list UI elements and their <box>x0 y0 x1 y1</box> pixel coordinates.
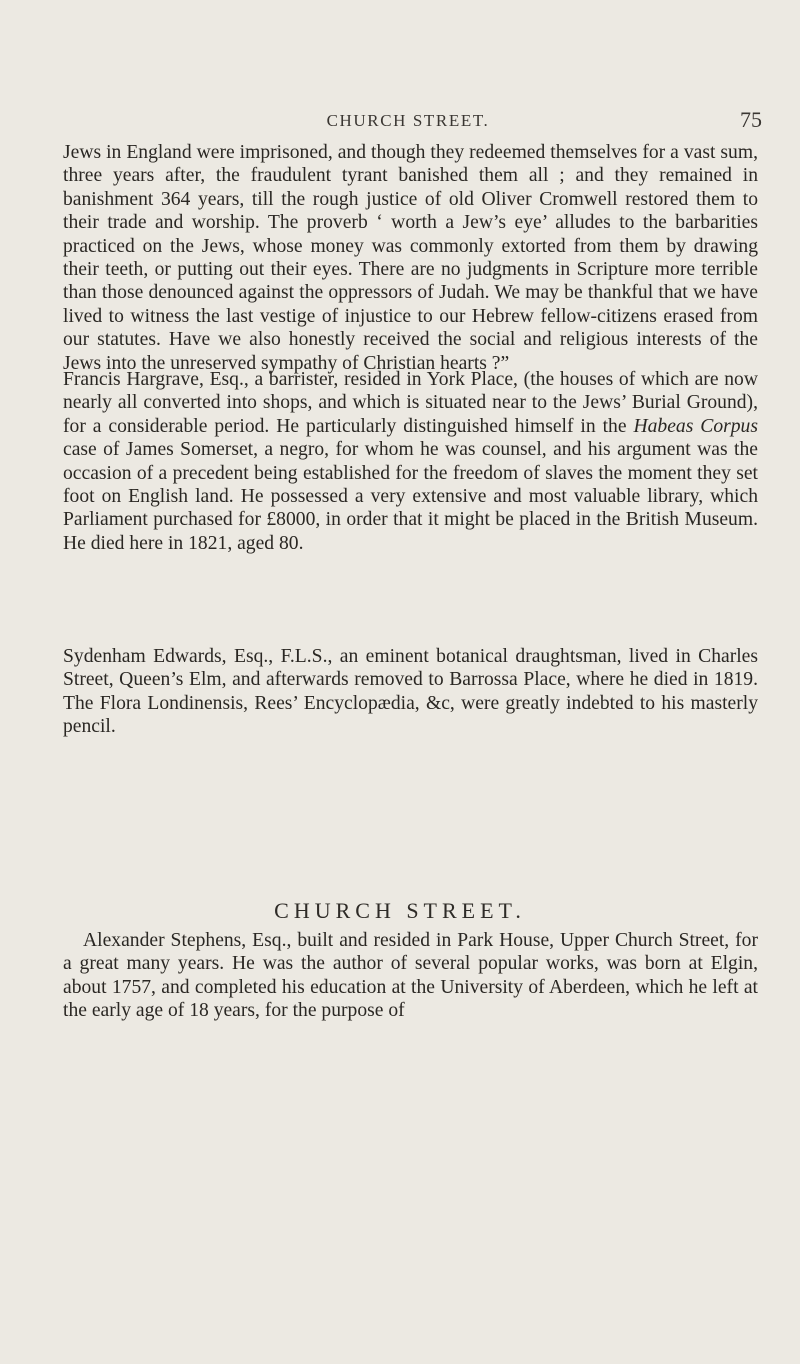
paragraph-alexander-stephens <box>63 929 758 1023</box>
paragraph-jews-banishment <box>63 141 758 375</box>
running-head <box>0 107 800 137</box>
page-number: 75 <box>740 107 762 132</box>
paragraph-text <box>63 368 758 555</box>
paragraph-francis-hargrave <box>63 368 758 555</box>
case-name-italic: Habeas Corpus <box>633 415 758 437</box>
paragraph-text-end: case of James Somerset, a negro, for whom he was counsel, and his argument was the occasion of a precedent being established for the freedom of slaves the moment they set foot on English land. He possessed a very extensive and most valuable library, which Parliament purchased for £8000, in order that it might be placed in the British Museum. He died here in 1821, aged 80. <box>63 439 758 554</box>
running-title: CHURCH STREET. <box>326 111 490 130</box>
paragraph-text: Sydenham Edwards, Esq., F.L.S., an eminent botanical draughtsman, lived in Charles Street, Queen’s Elm, and afterwards removed to Barrossa Place, where he died in 1819. The Flora Londinensis, Rees’ Encyclopædia, &c, were greatly indebted to his masterly pencil. <box>63 646 758 738</box>
paragraph-text: Alexander Stephens, Esq., built and resided in Park House, Upper Church Street, for a great many years. He was the author of several popular works, was born at Elgin, about 1757, and completed his education at the University of Aberdeen, which he left at the early age of 18 years, for the purpose of <box>63 930 758 1022</box>
paragraph-text: Jews in England were imprisoned, and though they redeemed themselves for a vast sum, three years after, the fraudulent tyrant banished them all ; and they remained in banishment 364 years, till the rough justice of old Oliver Cromwell restored them to their trade and worship. The proverb ‘ worth a Jew’s eye’ alludes to the barbarities practiced on the Jews, whose money was commonly extorted from them by drawing their teeth, or putting out their eyes. There are no judgments in Scripture more terrible than those denounced against the oppressors of Judah. We may be thankful that we have lived to witness the last vestige of injustice to our Hebrew fellow-citizens erased from our statutes. Have we also honestly received the social and religious interests of the Jews into the unreserved sympathy of Christian hearts ?” <box>63 142 758 374</box>
paragraph-text-start: Francis Hargrave, Esq., a barrister, resided in York Place, (the houses of which are now nearly all converted into shops, and which is situated near to the Jews’ Burial Ground), for a considerable period. He particularly distinguished himself in the <box>63 369 758 437</box>
section-heading: CHURCH STREET. <box>274 898 526 923</box>
paragraph-sydenham-edwards <box>63 645 758 739</box>
